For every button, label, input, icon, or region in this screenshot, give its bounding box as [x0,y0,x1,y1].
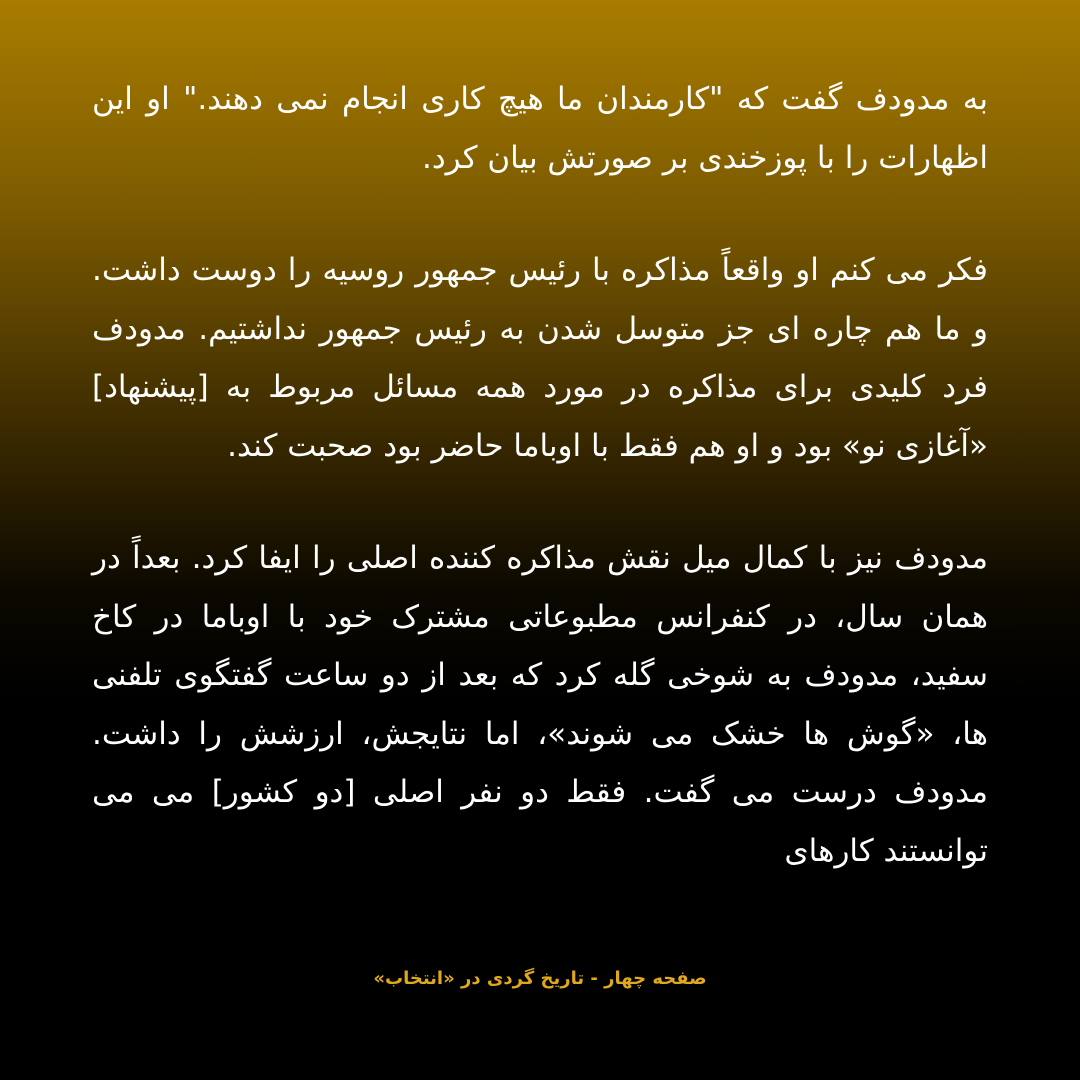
article-body [92,70,988,934]
paragraph-2: فکر می کنم او واقعاً مذاکره با رئیس جمهور روسیه را دوست داشت. و ما هم چاره ای جز متوسل شدن به رئیس جمهور نداشتیم. مدودف فرد کلیدی برای مذاکره در مورد همه مسائل مربوط به [پیشنهاد] «آغازی نو» بود و او هم فقط با اوباما حاضر بود صحبت کند. [92,252,988,464]
paragraph-3: مدودف نیز با کمال میل نقش مذاکره کننده اصلی را ایفا کرد. بعداً در همان سال، در کنفرانس مطبوعاتی مشترک خود با اوباما در کاخ سفید، مدودف به شوخی گله کرد که بعد از دو ساعت گفتگوی تلفنی ها، «گوش ها خشک می شوند»، اما نتایجش، ارزشش را داشت. مدودف درست می گفت. فقط دو نفر اصلی [دو کشور] می می توانستند کارهای [92,540,988,869]
page-footer: صفحه چهار - تاریخ گردی در «انتخاب» [373,968,707,989]
paragraph-1: به مدودف گفت که "کارمندان ما هیچ کاری انجام نمی دهند." او این اظهارات را با پوزخندی بر صورتش بیان کرد. [92,81,988,176]
